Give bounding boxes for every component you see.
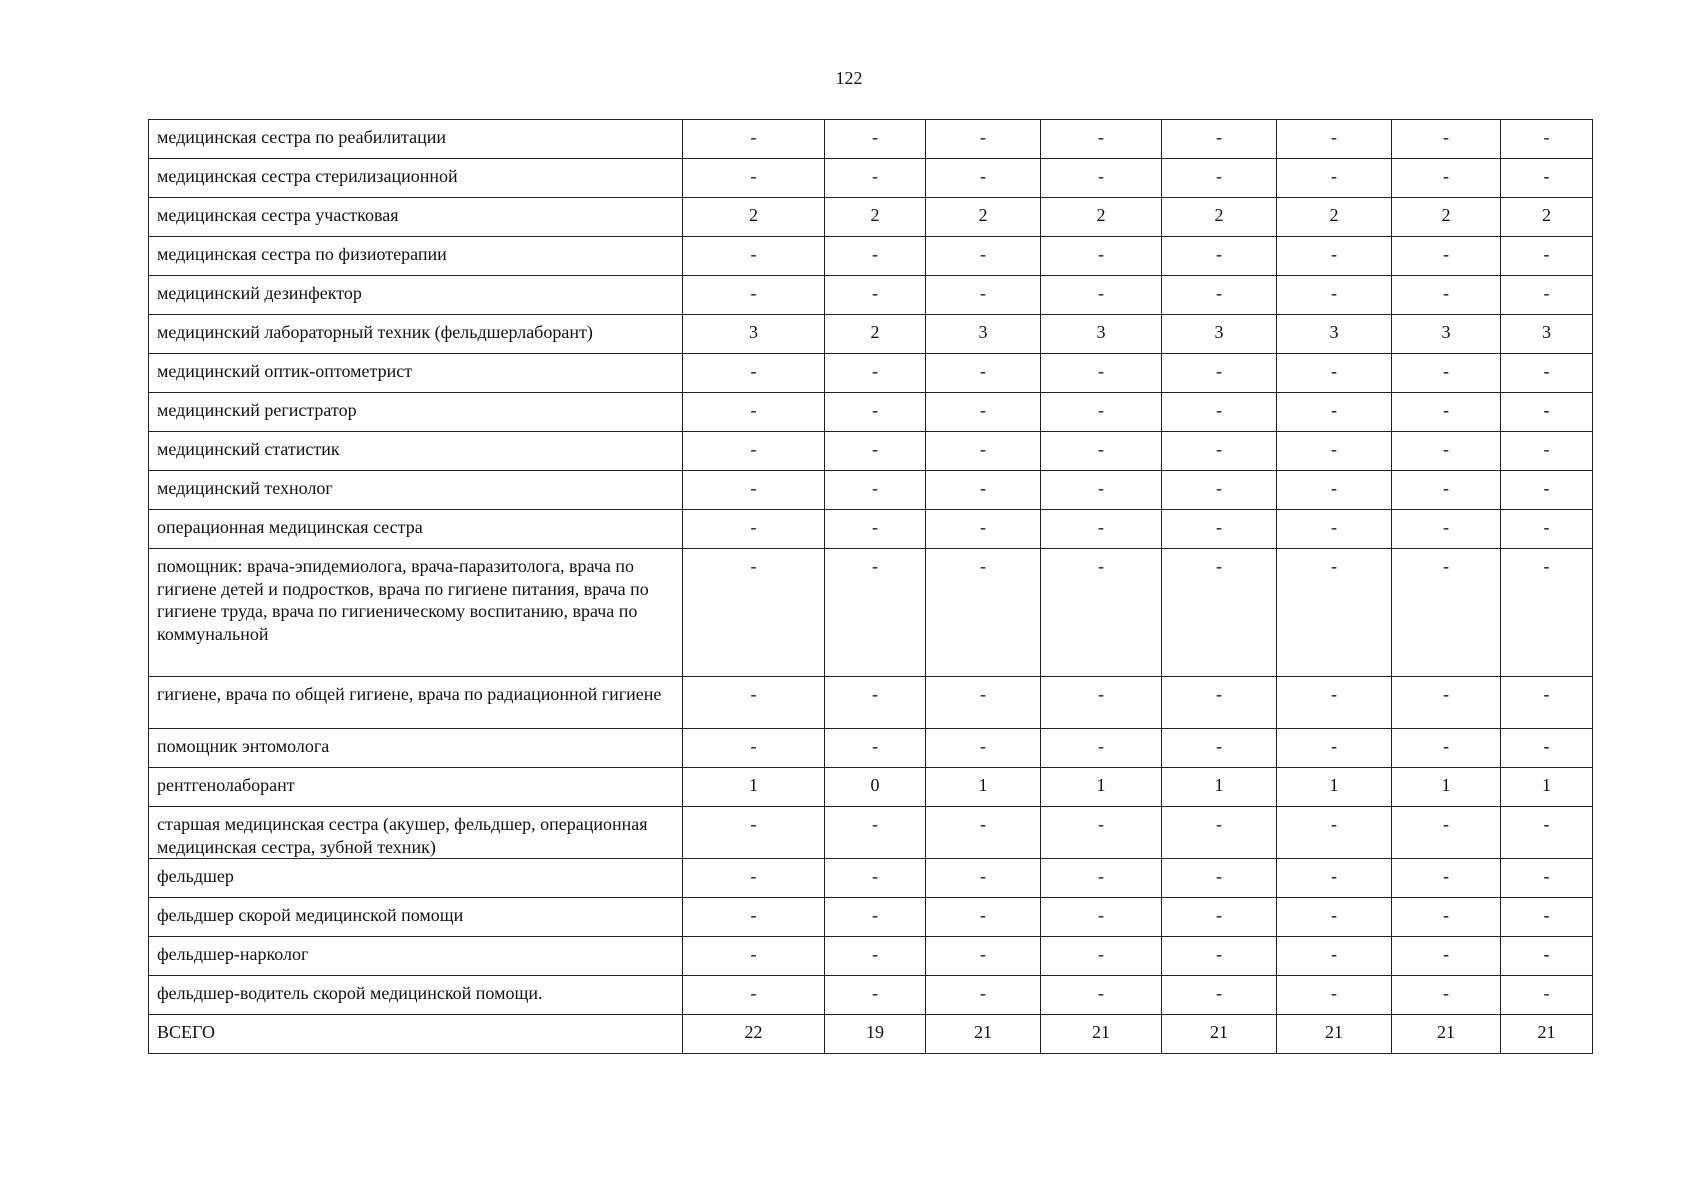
value-cell: -	[1392, 159, 1501, 198]
value-cell: -	[683, 898, 825, 937]
row-label: медицинская сестра по реабилитации	[149, 120, 683, 159]
value-cell: -	[1392, 859, 1501, 898]
value-cell: 1	[683, 768, 825, 807]
value-cell: -	[1501, 677, 1593, 729]
value-cell: -	[1277, 159, 1392, 198]
value-cell: -	[1277, 937, 1392, 976]
value-cell: -	[1392, 677, 1501, 729]
value-cell: 1	[1041, 768, 1162, 807]
value-cell: -	[926, 276, 1041, 315]
value-cell: 1	[1277, 768, 1392, 807]
value-cell: -	[825, 276, 926, 315]
table-row	[149, 315, 1593, 354]
row-label: рентгенолаборант	[149, 768, 683, 807]
value-cell: -	[1277, 549, 1392, 677]
value-cell: -	[1501, 393, 1593, 432]
value-cell: -	[1277, 120, 1392, 159]
value-cell: -	[1501, 859, 1593, 898]
table-row	[149, 120, 1593, 159]
value-cell: -	[1392, 510, 1501, 549]
value-cell: -	[1501, 937, 1593, 976]
value-cell: -	[1277, 432, 1392, 471]
value-cell: 2	[1277, 198, 1392, 237]
value-cell: -	[683, 807, 825, 859]
table-row	[149, 471, 1593, 510]
value-cell: -	[1162, 976, 1277, 1015]
row-label: медицинский лабораторный техник (фельдшерлаборант)	[149, 315, 683, 354]
value-cell: 2	[825, 198, 926, 237]
value-cell: -	[683, 510, 825, 549]
value-cell: -	[1041, 159, 1162, 198]
value-cell: -	[926, 729, 1041, 768]
value-cell: -	[926, 354, 1041, 393]
value-cell: -	[683, 677, 825, 729]
value-cell: -	[1392, 807, 1501, 859]
value-cell: -	[1041, 677, 1162, 729]
value-cell: -	[683, 276, 825, 315]
value-cell: -	[1277, 393, 1392, 432]
row-label: помощник: врача-эпидемиолога, врача-паразитолога, врача по гигиене детей и подростков, врача по гигиене питания, врача по гигиене труда, врача по гигиеническому воспитанию, врача по коммунальной	[149, 549, 683, 677]
row-label: фельдшер-нарколог	[149, 937, 683, 976]
value-cell: -	[683, 859, 825, 898]
value-cell: 2	[1162, 198, 1277, 237]
table-row	[149, 937, 1593, 976]
value-cell: -	[1162, 859, 1277, 898]
value-cell: -	[825, 393, 926, 432]
value-cell: -	[683, 159, 825, 198]
value-cell: -	[1392, 937, 1501, 976]
value-cell: -	[1162, 549, 1277, 677]
value-cell: 19	[825, 1015, 926, 1054]
value-cell: 3	[683, 315, 825, 354]
value-cell: -	[825, 432, 926, 471]
value-cell: -	[1162, 159, 1277, 198]
value-cell: 3	[1392, 315, 1501, 354]
value-cell: -	[1041, 120, 1162, 159]
value-cell: 22	[683, 1015, 825, 1054]
value-cell: -	[1041, 276, 1162, 315]
value-cell: -	[1501, 354, 1593, 393]
value-cell: -	[1501, 159, 1593, 198]
value-cell: -	[1041, 432, 1162, 471]
value-cell: -	[1392, 237, 1501, 276]
value-cell: -	[825, 120, 926, 159]
value-cell: -	[825, 471, 926, 510]
value-cell: -	[1277, 859, 1392, 898]
value-cell: -	[1501, 976, 1593, 1015]
value-cell: -	[1162, 432, 1277, 471]
value-cell: -	[683, 729, 825, 768]
value-cell: -	[1501, 471, 1593, 510]
value-cell: -	[1162, 807, 1277, 859]
row-label: фельдшер-водитель скорой медицинской помощи.	[149, 976, 683, 1015]
table-row	[149, 1015, 1593, 1054]
value-cell: -	[825, 807, 926, 859]
value-cell: -	[926, 807, 1041, 859]
row-label: медицинский регистратор	[149, 393, 683, 432]
value-cell: -	[1277, 976, 1392, 1015]
value-cell: -	[1392, 471, 1501, 510]
value-cell: -	[1041, 237, 1162, 276]
value-cell: 0	[825, 768, 926, 807]
row-label: ВСЕГО	[149, 1015, 683, 1054]
value-cell: -	[1041, 976, 1162, 1015]
table-row	[149, 677, 1593, 729]
value-cell: -	[1392, 432, 1501, 471]
row-label: медицинский оптик-оптометрист	[149, 354, 683, 393]
value-cell: -	[1041, 937, 1162, 976]
value-cell: -	[683, 937, 825, 976]
value-cell: -	[825, 729, 926, 768]
value-cell: -	[1162, 729, 1277, 768]
value-cell: -	[926, 471, 1041, 510]
value-cell: -	[1277, 354, 1392, 393]
value-cell: 21	[1501, 1015, 1593, 1054]
staff-table	[148, 119, 1593, 1054]
value-cell: 2	[683, 198, 825, 237]
value-cell: -	[1041, 393, 1162, 432]
value-cell: -	[1392, 549, 1501, 677]
value-cell: 1	[1392, 768, 1501, 807]
value-cell: 1	[926, 768, 1041, 807]
value-cell: 21	[1162, 1015, 1277, 1054]
value-cell: -	[926, 237, 1041, 276]
table-row	[149, 276, 1593, 315]
value-cell: -	[1501, 898, 1593, 937]
value-cell: -	[1501, 549, 1593, 677]
value-cell: -	[683, 471, 825, 510]
row-label: старшая медицинская сестра (акушер, фельдшер, операционная медицинская сестра, зубной техник)	[149, 807, 683, 859]
value-cell: -	[825, 976, 926, 1015]
value-cell: -	[683, 237, 825, 276]
value-cell: -	[926, 976, 1041, 1015]
value-cell: -	[1041, 807, 1162, 859]
value-cell: -	[825, 898, 926, 937]
value-cell: 21	[1277, 1015, 1392, 1054]
value-cell: -	[1041, 549, 1162, 677]
value-cell: 2	[1392, 198, 1501, 237]
value-cell: -	[1162, 354, 1277, 393]
value-cell: -	[1041, 898, 1162, 937]
value-cell: -	[926, 898, 1041, 937]
row-label: фельдшер скорой медицинской помощи	[149, 898, 683, 937]
value-cell: -	[1392, 276, 1501, 315]
value-cell: -	[1041, 510, 1162, 549]
value-cell: -	[1277, 510, 1392, 549]
table-row	[149, 237, 1593, 276]
value-cell: -	[1162, 677, 1277, 729]
value-cell: -	[926, 159, 1041, 198]
value-cell: -	[1277, 237, 1392, 276]
value-cell: -	[1162, 276, 1277, 315]
table-row	[149, 432, 1593, 471]
row-label: медицинская сестра стерилизационной	[149, 159, 683, 198]
value-cell: -	[1277, 729, 1392, 768]
value-cell: 2	[825, 315, 926, 354]
value-cell: 2	[926, 198, 1041, 237]
table-row	[149, 510, 1593, 549]
value-cell: -	[683, 976, 825, 1015]
value-cell: -	[1162, 937, 1277, 976]
value-cell: 2	[1501, 198, 1593, 237]
value-cell: -	[1041, 859, 1162, 898]
value-cell: -	[1501, 120, 1593, 159]
value-cell: 21	[1392, 1015, 1501, 1054]
row-label: операционная медицинская сестра	[149, 510, 683, 549]
table-row	[149, 898, 1593, 937]
value-cell: -	[1501, 432, 1593, 471]
value-cell: -	[1501, 807, 1593, 859]
value-cell: 3	[1277, 315, 1392, 354]
value-cell: -	[683, 549, 825, 677]
value-cell: -	[825, 677, 926, 729]
value-cell: 1	[1501, 768, 1593, 807]
page-number: 122	[835, 68, 863, 88]
value-cell: -	[825, 159, 926, 198]
value-cell: -	[1162, 237, 1277, 276]
value-cell: -	[1041, 354, 1162, 393]
value-cell: 2	[1041, 198, 1162, 237]
value-cell: -	[926, 677, 1041, 729]
value-cell: -	[1501, 729, 1593, 768]
value-cell: -	[1392, 393, 1501, 432]
value-cell: -	[926, 859, 1041, 898]
table-row	[149, 198, 1593, 237]
value-cell: 21	[1041, 1015, 1162, 1054]
row-label: медицинская сестра по физиотерапии	[149, 237, 683, 276]
table-body	[149, 120, 1593, 1054]
table-row	[149, 859, 1593, 898]
value-cell: -	[926, 549, 1041, 677]
row-label: медицинский статистик	[149, 432, 683, 471]
value-cell: -	[1162, 510, 1277, 549]
value-cell: -	[683, 354, 825, 393]
value-cell: -	[825, 354, 926, 393]
value-cell: -	[1041, 471, 1162, 510]
value-cell: -	[926, 120, 1041, 159]
value-cell: -	[1162, 120, 1277, 159]
value-cell: -	[1392, 729, 1501, 768]
value-cell: -	[1277, 276, 1392, 315]
value-cell: -	[825, 510, 926, 549]
value-cell: -	[1501, 510, 1593, 549]
table-row	[149, 354, 1593, 393]
value-cell: -	[825, 237, 926, 276]
value-cell: 3	[1501, 315, 1593, 354]
value-cell: -	[1277, 471, 1392, 510]
row-label: гигиене, врача по общей гигиене, врача по радиационной гигиене	[149, 677, 683, 729]
value-cell: -	[1392, 354, 1501, 393]
value-cell: -	[1392, 898, 1501, 937]
table-row	[149, 549, 1593, 677]
table-row	[149, 159, 1593, 198]
value-cell: -	[683, 393, 825, 432]
table-row	[149, 393, 1593, 432]
value-cell: -	[926, 393, 1041, 432]
value-cell: -	[926, 937, 1041, 976]
value-cell: 3	[926, 315, 1041, 354]
value-cell: -	[683, 120, 825, 159]
value-cell: 3	[1041, 315, 1162, 354]
value-cell: -	[1162, 471, 1277, 510]
row-label: медицинский технолог	[149, 471, 683, 510]
value-cell: -	[825, 937, 926, 976]
row-label: фельдшер	[149, 859, 683, 898]
value-cell: 3	[1162, 315, 1277, 354]
value-cell: -	[926, 432, 1041, 471]
value-cell: 21	[926, 1015, 1041, 1054]
table-row	[149, 807, 1593, 859]
value-cell: -	[1277, 807, 1392, 859]
value-cell: -	[1277, 898, 1392, 937]
value-cell: -	[1277, 677, 1392, 729]
value-cell: -	[825, 549, 926, 677]
value-cell: -	[1041, 729, 1162, 768]
table-row	[149, 729, 1593, 768]
value-cell: -	[683, 432, 825, 471]
row-label: медицинская сестра участковая	[149, 198, 683, 237]
value-cell: -	[1162, 898, 1277, 937]
table-row	[149, 768, 1593, 807]
table-row	[149, 976, 1593, 1015]
value-cell: -	[1501, 276, 1593, 315]
value-cell: 1	[1162, 768, 1277, 807]
value-cell: -	[825, 859, 926, 898]
value-cell: -	[1162, 393, 1277, 432]
value-cell: -	[1501, 237, 1593, 276]
value-cell: -	[1392, 976, 1501, 1015]
value-cell: -	[926, 510, 1041, 549]
row-label: медицинский дезинфектор	[149, 276, 683, 315]
value-cell: -	[1392, 120, 1501, 159]
row-label: помощник энтомолога	[149, 729, 683, 768]
